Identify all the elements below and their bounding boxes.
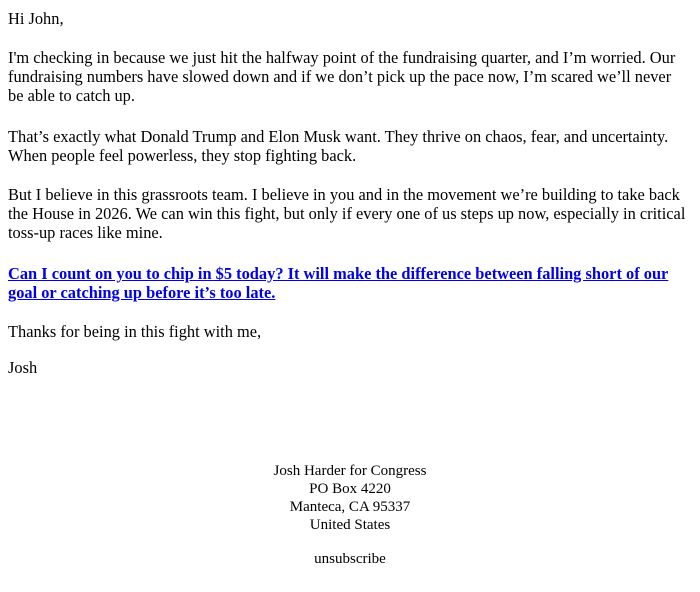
paragraph-2: That’s exactly what Donald Trump and Elon Musk want. They thrive on chaos, fear, and uncertainty. When people feel powerless, they stop fighting back.	[8, 127, 669, 165]
footer-country: United States	[309, 517, 391, 533]
footer-org: Josh Harder for Congress	[273, 463, 427, 479]
cta-paragraph	[8, 264, 688, 302]
donate-link[interactable]: Can I count on you to chip in $5 today? It will make the difference between falling short of our goal or catching up before it’s too late.	[8, 264, 669, 302]
unsubscribe-link[interactable]: unsubscribe	[314, 551, 386, 567]
footer-address	[0, 462, 700, 534]
paragraph-3: But I believe in this grassroots team. I believe in you and in the movement we’re building to take back the House in 2026. We can win this fight, but only if every one of us steps up now, especially in critical toss-up races like mine.	[8, 185, 686, 242]
paragraph-1: I'm checking in because we just hit the halfway point of the fundraising quarter, and I’m worried. Our fundraising numbers have slowed down and if we don’t pick up the pace now, I’m scared we’ll never be able to catch up.	[8, 48, 676, 105]
signature: Josh	[8, 358, 38, 377]
closing: Thanks for being in this fight with me,	[8, 322, 262, 341]
footer-address-line1: PO Box 4220	[309, 481, 391, 497]
greeting: Hi John,	[8, 9, 64, 28]
footer-address-line2: Manteca, CA 95337	[289, 499, 411, 515]
